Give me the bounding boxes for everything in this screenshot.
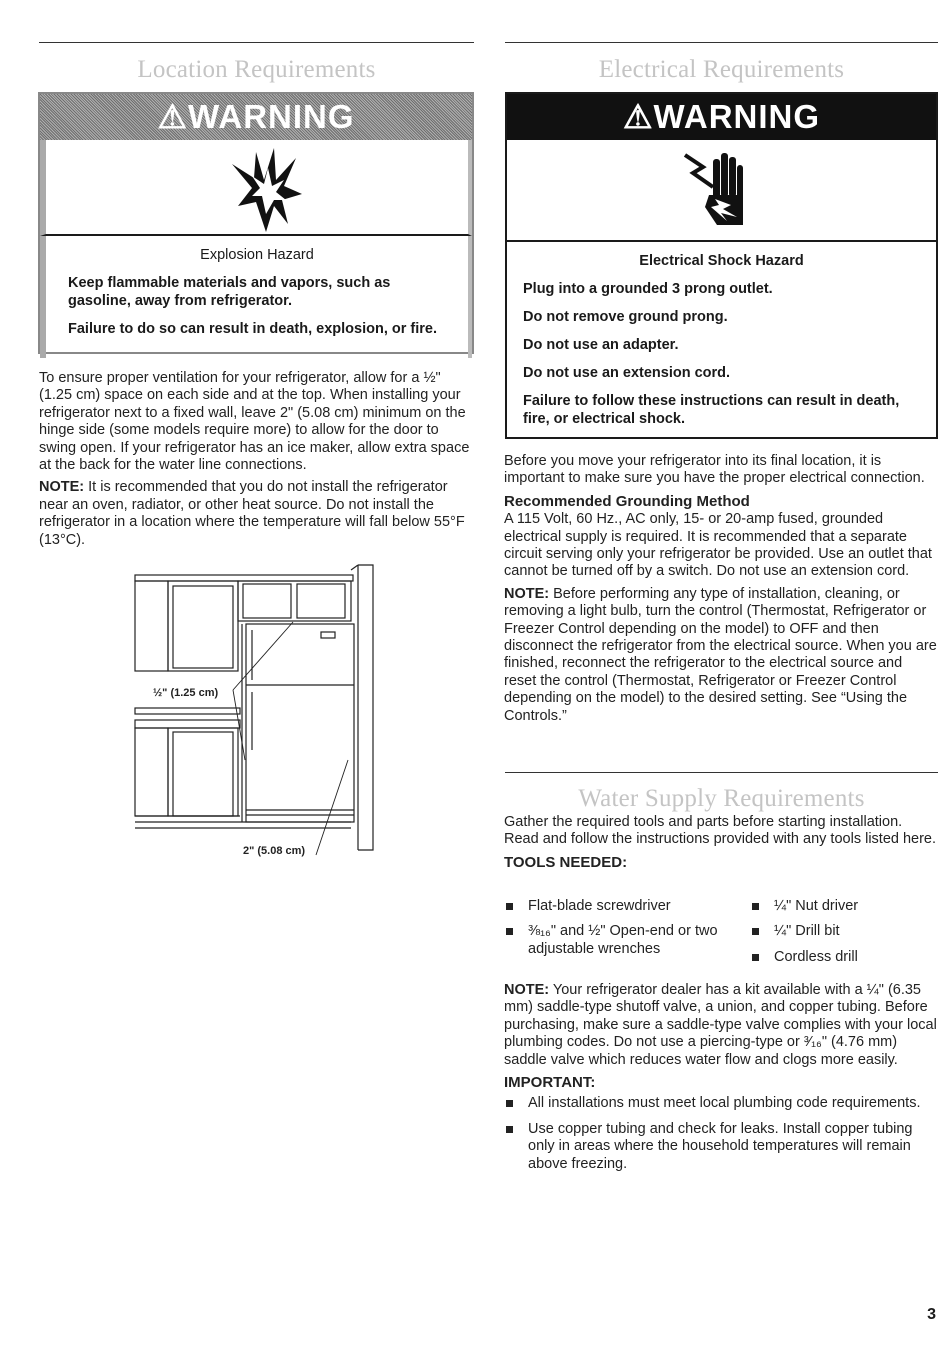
electrical-note: NOTE: Before performing any type of installation, cleaning, or removing a light bulb, turn the control (Thermostat, Refrigerator or Freezer Control depending on the model) to OFF and then disconnect the refrigerator from the electrical source. When you are finished, reconnect the refrigerator to the electrical source and reset the control (Thermostat, Refrigerator or Freezer Control depending on the model) to the desired setting. See “Using the Controls.” [504,585,937,724]
important-item: Use copper tubing and check for leaks. Install copper tubing only in areas where the household temperatures will remain above freezing. [504,1121,938,1173]
warning-line: Do not use an extension cord. [523,365,731,381]
warning-line: Failure to do so can result in death, explosion, or fire. [68,321,438,337]
tool-item: ¼" Nut driver [750,898,938,915]
important-heading: IMPORTANT: [504,1074,596,1092]
tool-item: Flat-blade screwdriver [504,898,744,915]
tool-item: Cordless drill [750,949,938,966]
location-requirements-title: Location Requirements [137,56,376,83]
side-clearance-label: ½" (1.25 cm) [153,687,219,699]
electrical-paragraph: Before you move your refrigerator into its final location, it is important to make sure you have the proper electrical connection. [504,453,925,487]
explosion-icon [226,144,306,234]
warning-header: ⚠WARNING [40,94,472,140]
grounding-heading: Recommended Grounding Method [504,492,750,510]
important-item: All installations must meet local plumbing code requirements. [504,1095,938,1112]
refrigerator-clearance-diagram [133,560,383,860]
tool-item: ¼" Drill bit [750,923,938,940]
explosion-warning-box [38,92,474,354]
warning-header: ⚠WARNING [507,94,936,140]
warning-line: Plug into a grounded 3 prong outlet. [523,281,773,297]
water-supply-title: Water Supply Requirements [578,785,865,812]
warning-line: Failure to follow these instructions can result in death, fire, or electrical shock. [523,393,900,427]
door-clearance-label: 2" (5.08 cm) [243,845,306,857]
electrical-requirements-title: Electrical Requirements [598,56,845,83]
warning-line: Do not remove ground prong. [523,309,728,325]
location-note: NOTE: It is recommended that you do not install the refrigerator near an oven, radiator, or other heat source. Do not install the refrigerator in a location where the temperature will fall below 55°F (13°C). [39,479,465,548]
electric-shock-icon [683,145,753,235]
tools-list-col2 [750,898,938,974]
right-top-rule [505,42,938,43]
location-body [39,370,475,554]
tool-item: ⅜₁₆" and ½" Open-end or two adjustable wrenches [504,923,732,958]
tools-needed-heading: TOOLS NEEDED: [504,853,628,871]
left-top-rule [39,42,474,43]
grounding-paragraph: A 115 Volt, 60 Hz., AC only, 15- or 20-amp fused, grounded electrical supply is required. It is recommended that a separate circuit serving only your refrigerator be provided. Use an outlet that cannot be turned off by a switch. Do not use an extension cord. [504,511,932,580]
warning-line: Do not use an adapter. [523,337,679,353]
water-intro-paragraph: Gather the required tools and parts before starting installation. Read and follow the instructions provided with any tools listed here. [504,814,937,848]
hazard-title: Electrical Shock Hazard [639,253,804,269]
location-paragraph: To ensure proper ventilation for your refrigerator, allow for a ½" (1.25 cm) space on each side and at the top. When installing your refrigerator next to a fixed wall, leave 2" (5.08 cm) minimum on the hinge side (some models require more) to allow for the door to swing open. If your refrigerator has an ice maker, allow extra space at the back for the water line connections. [39,370,470,474]
tools-list-col1 [504,898,744,966]
hazard-title: Explosion Hazard [200,247,314,263]
water-note-block [504,982,938,1181]
water-note: NOTE: Your refrigerator dealer has a kit available with a ¼" (6.35 mm) saddle-type shutoff valve, a union, and copper tubing. Before purchasing, make sure a saddle-type valve complies with your local plumbing codes. Do not use a piercing-type or ³⁄₁₆" (4.76 mm) saddle valve which reduces water flow and clogs more easily. [504,982,937,1068]
water-intro [504,814,938,879]
water-top-rule [505,772,938,773]
electrical-warning-box [505,92,938,439]
warning-line: Keep flammable materials and vapors, such as gasoline, away from refrigerator. [68,275,391,309]
electrical-body [504,453,938,730]
page-number: 3 [927,1306,936,1323]
